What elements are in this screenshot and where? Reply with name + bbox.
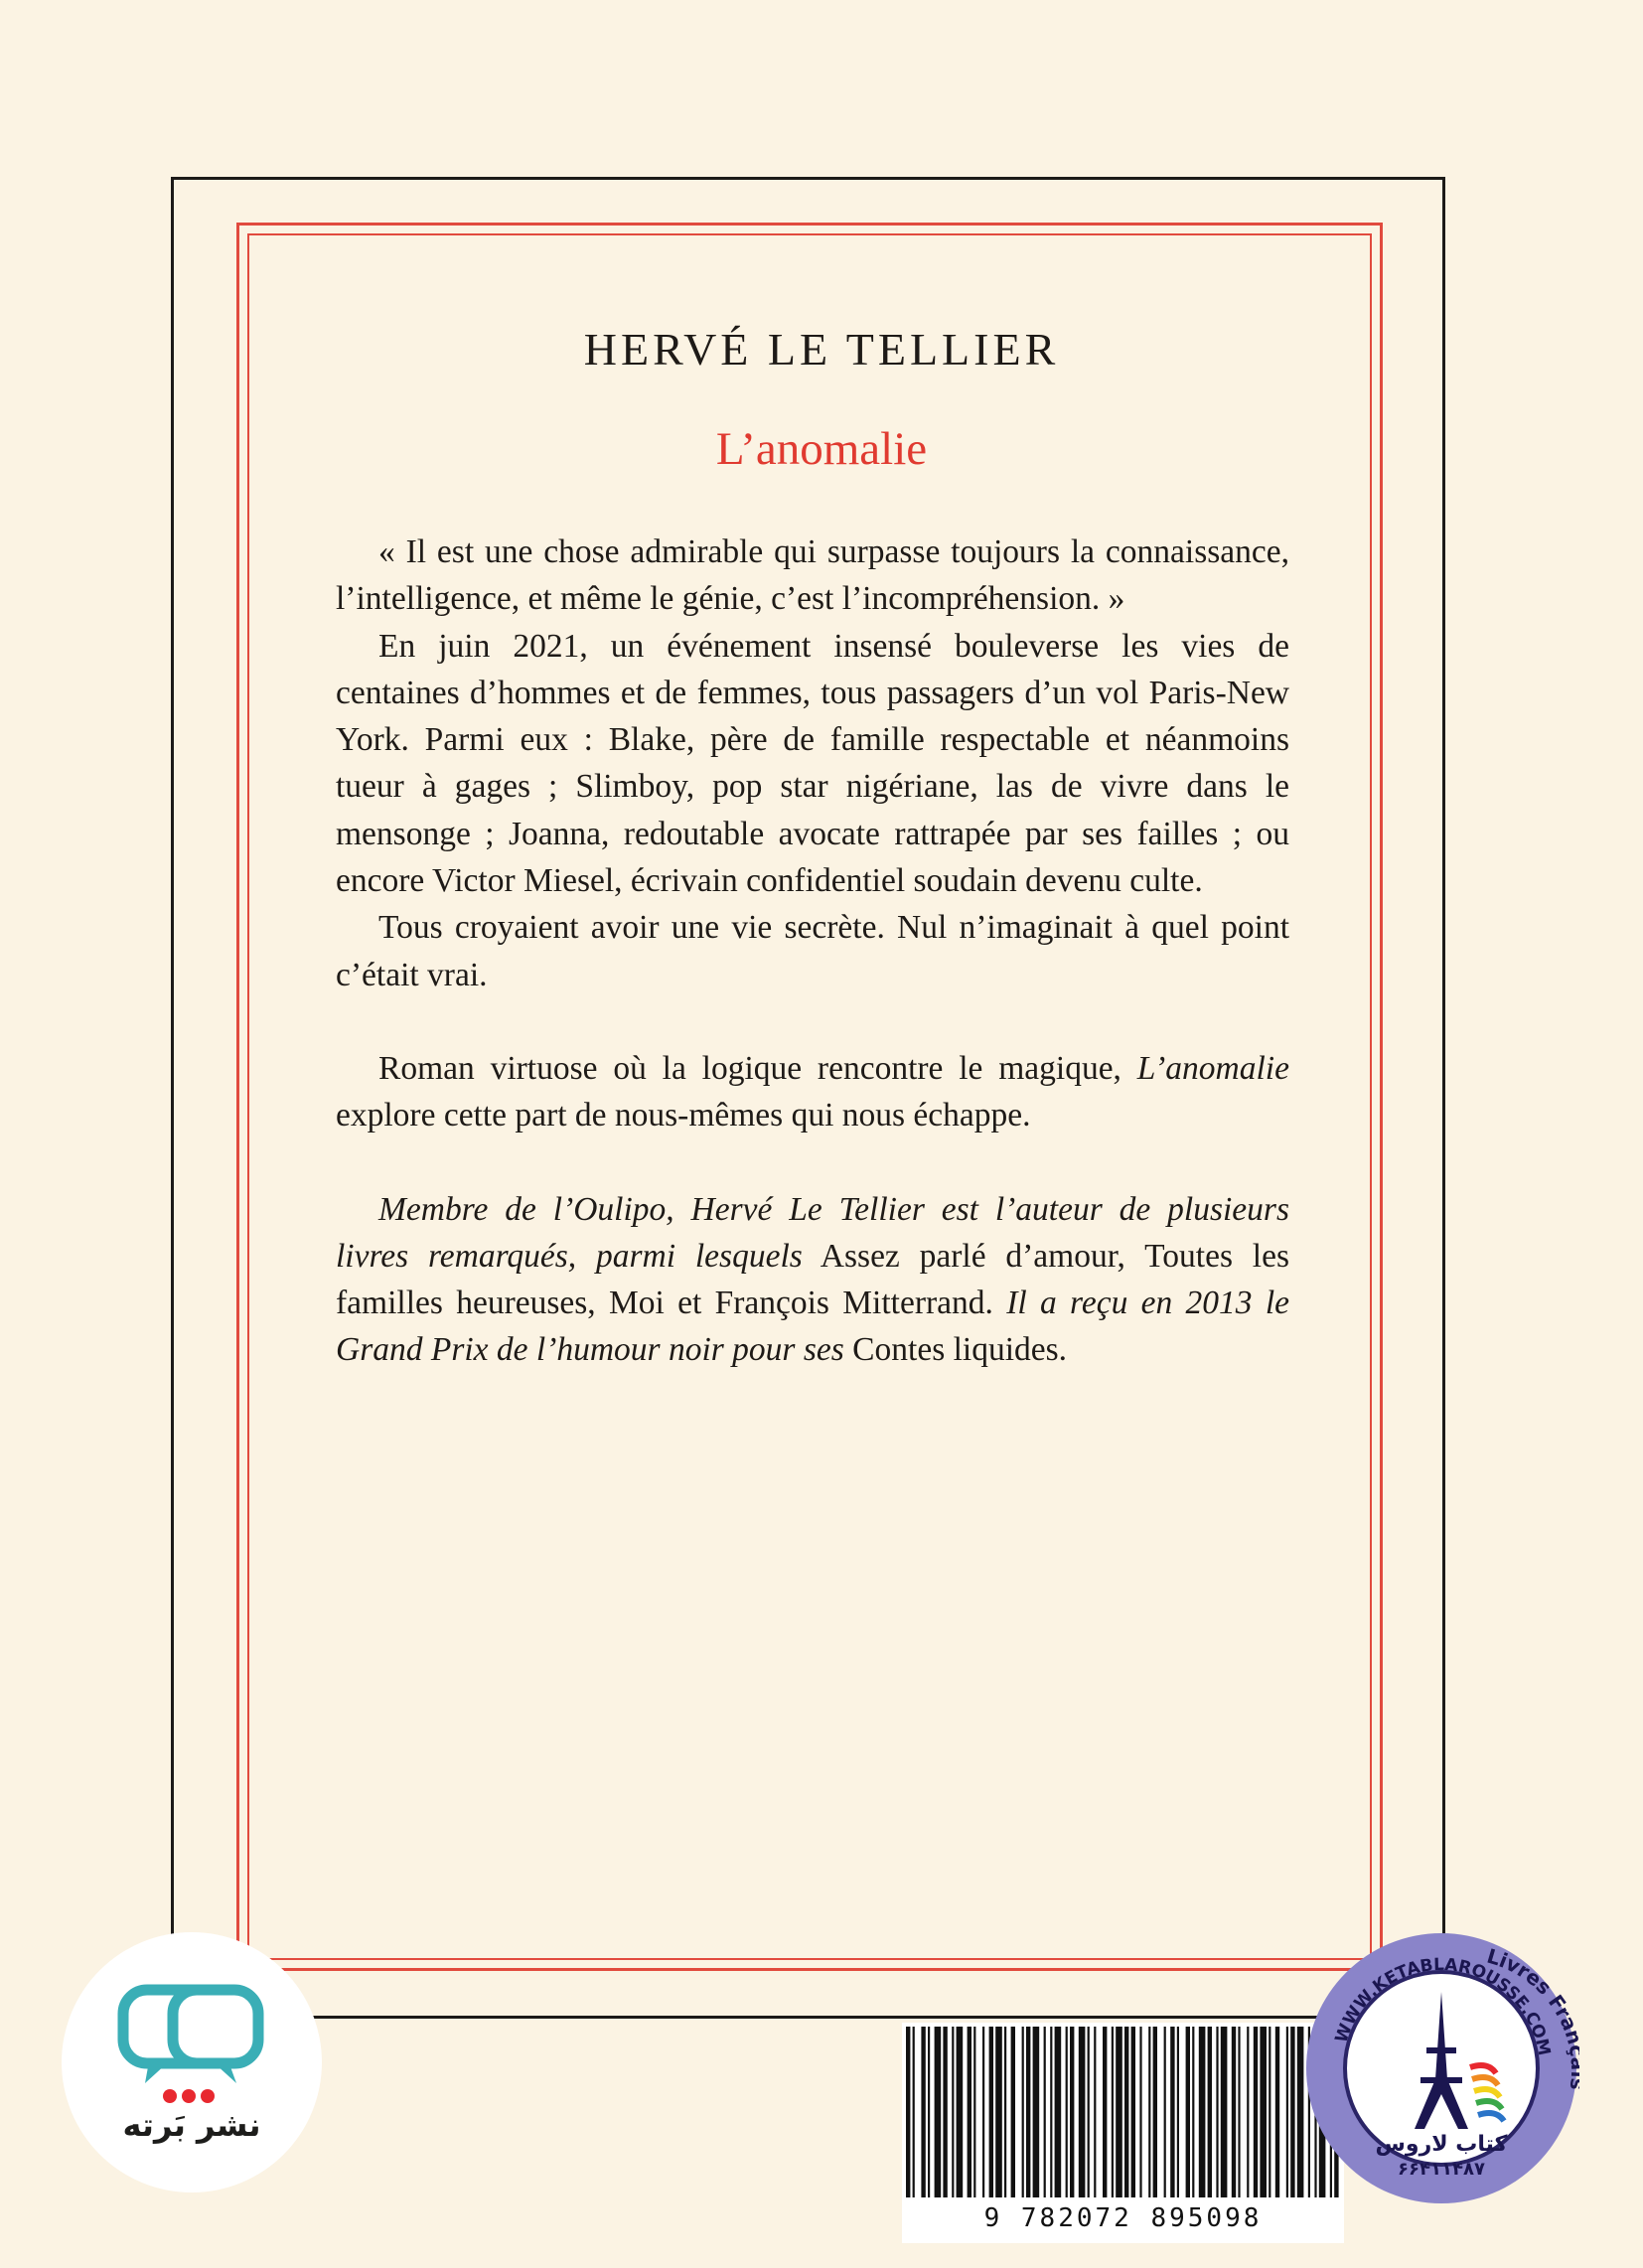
barcode-bar: [1070, 2027, 1074, 2197]
barcode-bar: [989, 2027, 993, 2197]
blurb-pitch: [336, 1045, 1289, 1139]
barcode-bar: [913, 2027, 915, 2197]
bio-books: Assez parlé d’amour, Toutes les familles heureuses, Moi et François Mitterrand.: [336, 1237, 1290, 1322]
barcode-bar: [1050, 2027, 1052, 2197]
barcode-bar: [982, 2027, 984, 2197]
barcode-bar: [928, 2027, 930, 2197]
author-name: HERVÉ LE TELLIER: [583, 324, 1060, 375]
barcode-bar: [1177, 2027, 1179, 2197]
isbn-barcode: [902, 2023, 1344, 2243]
barcode-bar: [1103, 2027, 1107, 2197]
barcode-bar: [1238, 2027, 1240, 2197]
barcode-bar: [1192, 2027, 1194, 2197]
barcode-bar: [943, 2027, 947, 2197]
pitch-title: L’anomalie: [1136, 1049, 1289, 1087]
barcode-bar: [1186, 2027, 1190, 2197]
barcode-bar: [1260, 2027, 1267, 2197]
barcode-bar: [1216, 2027, 1218, 2197]
barcode-bar: [1004, 2027, 1006, 2197]
barcode-bar: [921, 2027, 925, 2197]
barcode-bar: [1022, 2027, 1024, 2197]
isbn-digits: 9 782072 895098: [983, 2203, 1263, 2233]
bio-prize-book: Contes liquides.: [852, 1331, 1068, 1369]
barcode-bar: [1232, 2027, 1236, 2197]
bio-prize: Il a reçu en 2013 le Grand Prix de l’humour noir pour ses: [336, 1285, 1290, 1369]
barcode-bar: [995, 2027, 1002, 2197]
book-title: L’anomalie: [715, 423, 928, 475]
barcode-bar: [1079, 2027, 1086, 2197]
pitch-text: Roman virtuose où la logique rencontre le magique,: [378, 1049, 1121, 1087]
chat-bubbles-icon: [62, 1932, 322, 2106]
barcode-bar: [1170, 2027, 1174, 2197]
eiffel-tower-icon: [1303, 1930, 1579, 2206]
barcode-bar: [1094, 2027, 1096, 2197]
barcode-bar: [1247, 2027, 1249, 2197]
barcode-bar: [1011, 2027, 1015, 2197]
svg-text:Livres Français: Livres Fr: [1484, 1943, 1576, 2023]
barcode-bar: [1221, 2027, 1228, 2197]
author-bio: [336, 1186, 1289, 1374]
barcode-bar: [1269, 2027, 1270, 2197]
blurb-summary: En juin 2021, un événement insensé bouleverse les vies de centaines d’hommes et de femmes, tous passagers d’un vol Paris-New York. Parmi eux : Blake, père de famille respectable et néanmoins tueur à gages ; Slimboy, pop star nigériane, las de vivre dans le mensonge ; Joanna, redoutable avocate rattrapée par ses failles ; ou encore Victor Miesel, écrivain confidentiel soudain devenu culte.: [336, 627, 1289, 900]
barcode-bar: [1153, 2027, 1157, 2197]
barcode-bar: [1290, 2027, 1294, 2197]
svg-text:۶۶۴۱۱۴۸۷: ۶۶۴۱۱۴۸۷: [1398, 2159, 1485, 2180]
barcode-bar: [1116, 2027, 1122, 2197]
bookshop-stamp: [1303, 1930, 1579, 2206]
barcode-bar: [1199, 2027, 1206, 2197]
barcode-bar: [973, 2027, 975, 2197]
barcode-bar: [1124, 2027, 1128, 2197]
barcode-bar: [1088, 2027, 1090, 2197]
publisher-logo: [62, 1932, 322, 2192]
svg-text:WWW.KETABLAROUSSE.COM: WWW.KETABLAROUSSE.COM: [1331, 1954, 1555, 2058]
barcode-bar: [1275, 2027, 1279, 2197]
barcode-bar: [1254, 2027, 1258, 2197]
barcode-bar: [1033, 2027, 1040, 2197]
blurb-teaser: Tous croyaient avoir une vie secrète. Nul n’imaginait à quel point c’était vrai.: [336, 909, 1289, 993]
barcode-bar: [957, 2027, 964, 2197]
barcode-bar: [1131, 2027, 1135, 2197]
barcode-bar: [906, 2027, 910, 2197]
barcode-bar: [1208, 2027, 1212, 2197]
blurb-quote: « Il est une chose admirable qui surpasse toujours la connaissance, l’intelligence, et même le génie, c’est l’incompréhension. »: [336, 533, 1289, 618]
barcode-bar: [1055, 2027, 1062, 2197]
barcode-bar: [1164, 2027, 1166, 2197]
back-cover-blurb: [336, 529, 1289, 1374]
barcode-bar: [1139, 2027, 1141, 2197]
barcode-bar: [935, 2027, 942, 2197]
barcode-bar: [1066, 2027, 1068, 2197]
barcode-bar: [952, 2027, 954, 2197]
barcode-bar: [968, 2027, 971, 2197]
pitch-text-end: explore cette part de nous-mêmes qui nous échappe.: [336, 1097, 1031, 1134]
barcode-bar: [1044, 2027, 1046, 2197]
bio-text: Membre de l’Oulipo, Hervé Le Tellier est l’auteur de plusieurs livres remarqués, parmi lesquels: [336, 1190, 1289, 1275]
barcode-bar: [1286, 2027, 1288, 2197]
barcode-bar: [1148, 2027, 1150, 2197]
svg-text:کتاب لاروس: کتاب لاروس: [1375, 2132, 1508, 2157]
barcode-bar: [1026, 2027, 1030, 2197]
publisher-name: نشر بَرته: [122, 2106, 261, 2144]
barcode-bar: [1112, 2027, 1114, 2197]
barcode-bars: [902, 2023, 1344, 2201]
